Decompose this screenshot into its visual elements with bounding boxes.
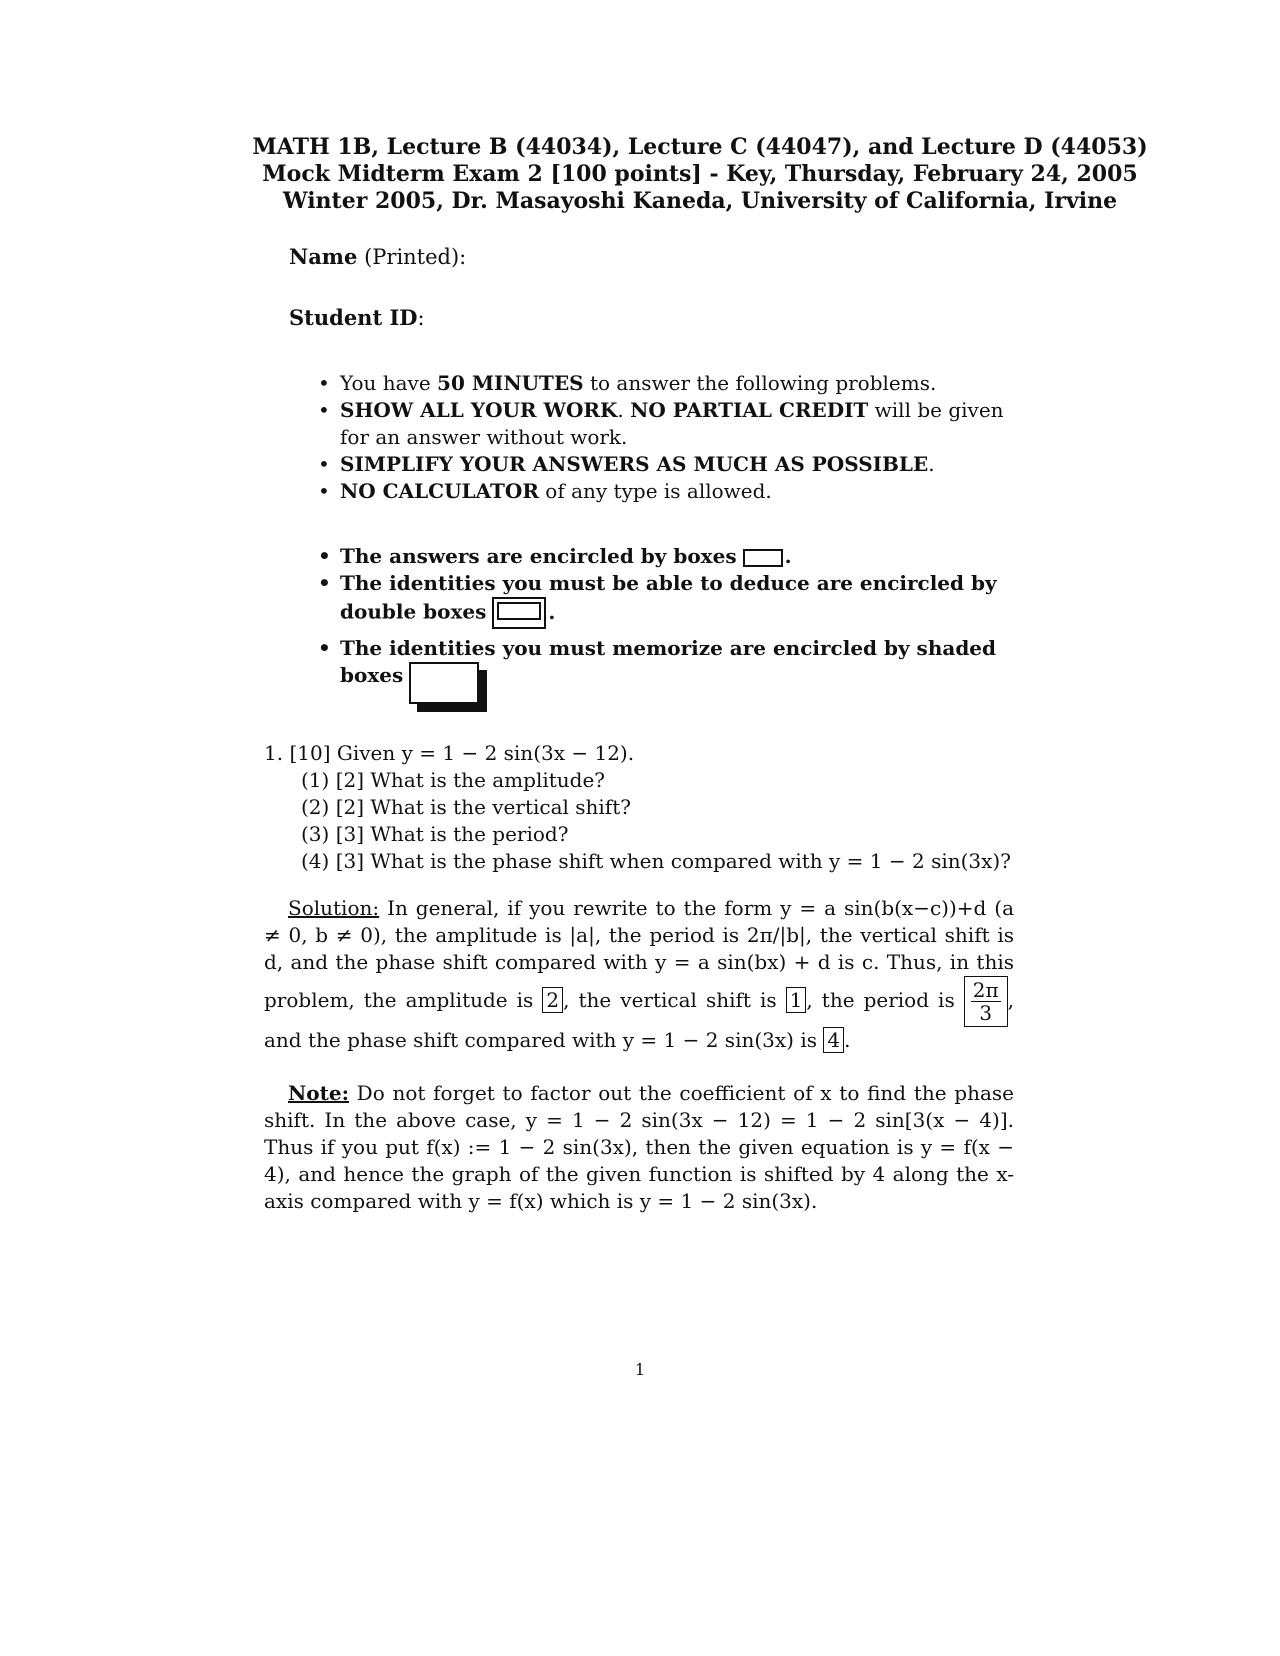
exam-header: [250, 134, 1150, 215]
double-box-icon: [492, 597, 546, 629]
legend-answer-box: • The answers are encircled by boxes .: [318, 543, 1018, 570]
instructions-list: [318, 370, 1018, 505]
name-label: Name: [289, 244, 358, 269]
answer-amplitude: 2: [542, 987, 563, 1013]
header-exam-line: Mock Midterm Exam 2 [100 points] - Key, Thursday, February 24, 2005: [262, 161, 1138, 187]
question-2: (2) [2] What is the vertical shift?: [301, 795, 631, 819]
header-course-line: MATH 1B, Lecture B (44034), Lecture C (44047), and Lecture D (44053): [252, 134, 1148, 160]
solution-label: Solution:: [288, 896, 380, 920]
name-field: [289, 244, 466, 269]
problem-1: [264, 740, 1024, 875]
question-4: (4) [3] What is the phase shift when compared with y = 1 − 2 sin(3x)?: [301, 849, 1011, 873]
rule-time: • You have 50 MINUTES to answer the following problems.: [318, 370, 1018, 397]
single-box-icon: [743, 549, 783, 567]
rule-show-work: • SHOW ALL YOUR WORK. NO PARTIAL CREDIT will be given for an answer without work.: [318, 397, 1018, 451]
shaded-box-icon: [409, 662, 479, 704]
name-suffix: (Printed):: [364, 245, 467, 269]
problem-stem: 1. [10] Given y = 1 − 2 sin(3x − 12).: [264, 741, 635, 765]
legend-shaded-box: • The identities you must memorize are encircled by shaded boxes .: [318, 635, 1018, 704]
note-label: Note:: [288, 1081, 349, 1105]
note-block: Note: Do not forget to factor out the coefficient of x to find the phase shift. In the above case, y = 1 − 2 sin(3x − 12) = 1 − 2 sin[3(x − 4)]. Thus if you put f(x) := 1 − 2 sin(3x), then the given equation is y = f(x − 4), and hence the graph of the given function is shifted by 4 along the x-axis compared with y = f(x) which is y = 1 − 2 sin(3x).: [264, 1081, 1014, 1213]
student-id-field: [289, 305, 425, 330]
student-id-suffix: :: [417, 306, 425, 330]
rule-calculator: • NO CALCULATOR of any type is allowed.: [318, 478, 1018, 505]
question-3: (3) [3] What is the period?: [301, 822, 569, 846]
legend-double-box: • The identities you must be able to deduce are encircled by double boxes .: [318, 570, 1018, 629]
box-legend-list: [318, 543, 1018, 704]
answer-phase-shift: 4: [823, 1027, 844, 1053]
answer-period: $\frac{2\pi}{3}$: [964, 976, 1008, 1027]
question-1: (1) [2] What is the amplitude?: [301, 768, 606, 792]
solution-block: Solution: In general, if you rewrite to the form y = a sin(b(x−c))+d (a ≠ 0, b ≠ 0), the amplitude is |a|, the period is 2π/|b|, the vertical shift is d, and the phase shift compared with y = a sin(bx) + d is c. Thus, in this problem, the amplitude is 2 , the vertical shift is 1 , the period is $\frac{2\pi}{3}$ , and the phase shift compared with y = 1 − 2 sin(3x) is 4 .: [264, 896, 1014, 1052]
answer-vertical-shift: 1: [786, 987, 807, 1013]
rule-simplify: • SIMPLIFY YOUR ANSWERS AS MUCH AS POSSIBLE.: [318, 451, 1018, 478]
header-term-line: Winter 2005, Dr. Masayoshi Kaneda, University of California, Irvine: [282, 188, 1118, 214]
student-id-label: Student ID: [289, 305, 418, 330]
page-number: 1: [634, 1360, 646, 1379]
